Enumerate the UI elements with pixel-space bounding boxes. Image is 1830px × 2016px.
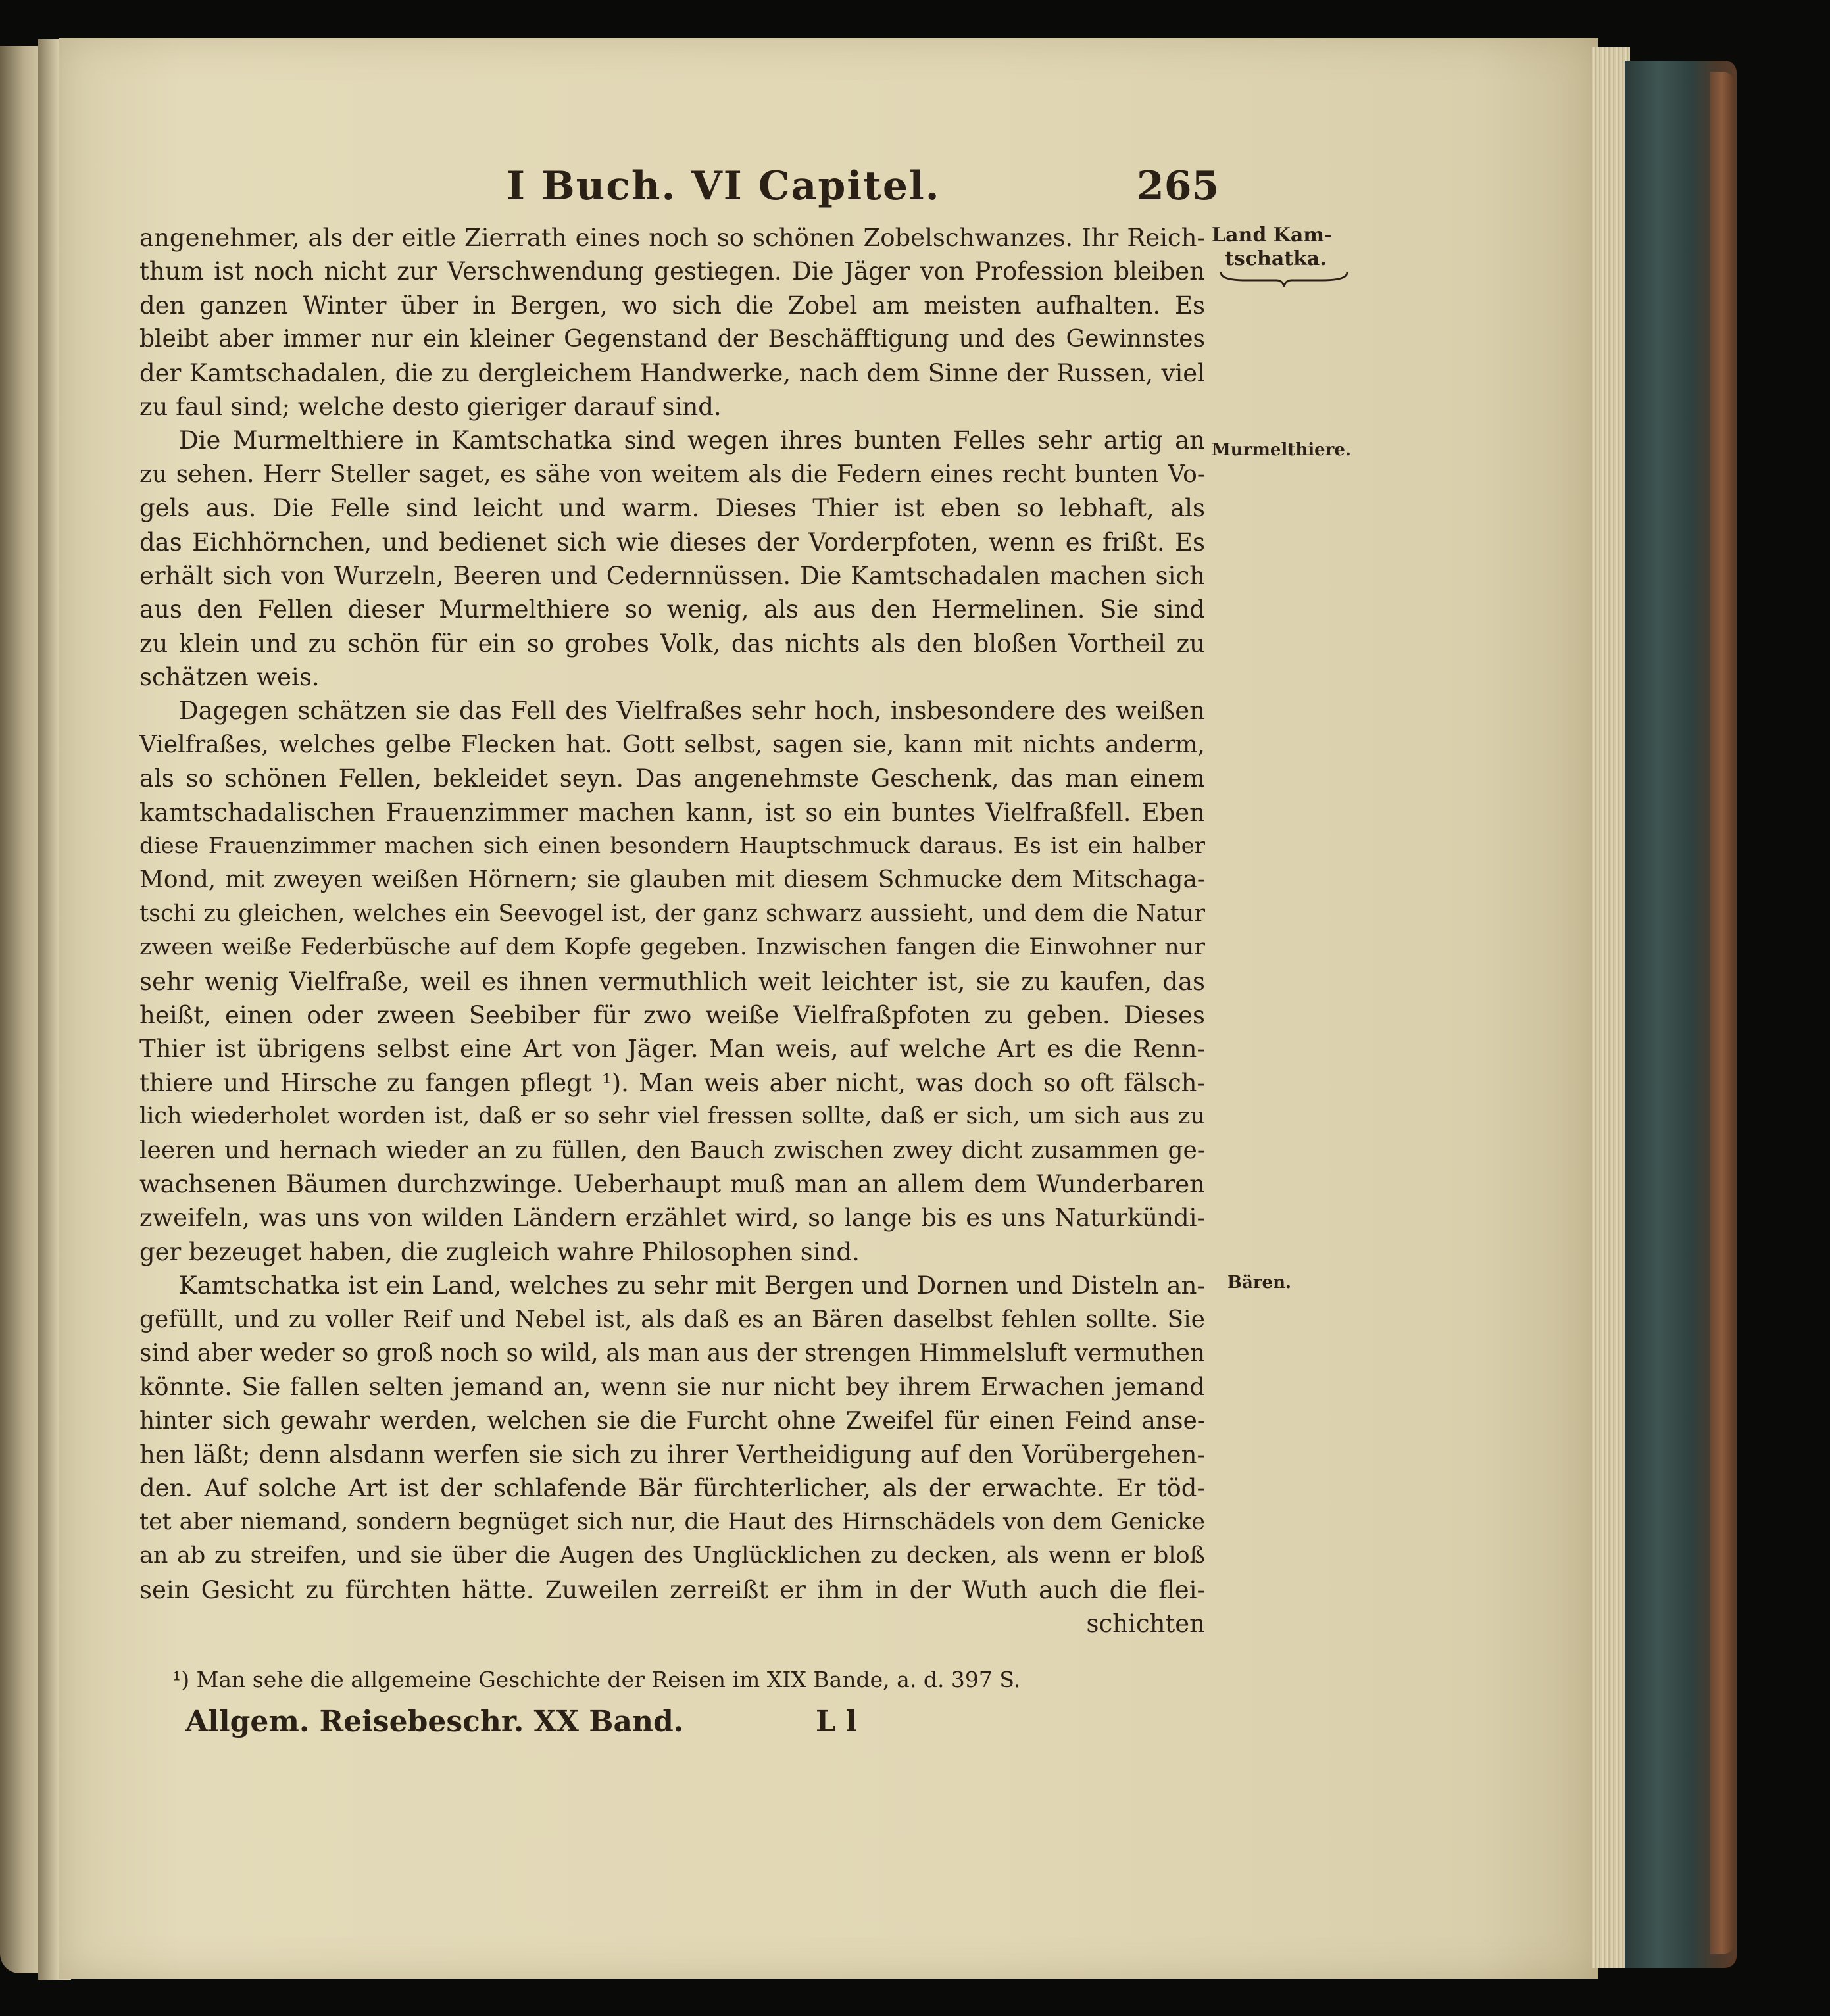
page-number: 265	[1137, 163, 1220, 209]
text-line: lich wiederholet worden ist, daß er so sehr viel fressen sollte, daß er sich, um sich aus zu	[139, 1103, 1205, 1130]
text-line: zween weiße Federbüsche auf dem Kopfe gegeben. Inzwischen fangen die Einwohner nur	[139, 934, 1205, 961]
text-line: Mond, mit zweyen weißen Hörnern; sie glauben mit diesem Schmucke dem Mitschaga-	[139, 866, 1205, 894]
catchword: schichten	[1086, 1610, 1205, 1638]
text-line: als so schönen Fellen, bekleidet seyn. Das angenehmste Geschenk, das man einem	[139, 764, 1205, 793]
text-line: Thier ist übrigens selbst eine Art von Jäger. Man weis, auf welche Art es die Renn-	[139, 1035, 1205, 1064]
running-head: I Buch. VI Capitel.	[507, 163, 941, 209]
marginal-note-murmelthiere: Murmelthiere.	[1212, 440, 1351, 460]
text-line: wachsenen Bäumen durchzwinge. Ueberhaupt muß man an allem dem Wunderbaren	[139, 1169, 1205, 1198]
text-line: gefüllt, und zu voller Reif und Nebel ist, als daß es an Bären daselbst fehlen sollte. Sie	[139, 1306, 1205, 1333]
text-line: könnte. Sie fallen selten jemand an, wenn sie nur nicht bey ihrem Erwachen jemand	[139, 1373, 1205, 1402]
text-line: Vielfraßes, welches gelbe Flecken hat. Gott selbst, sagen sie, kann mit nichts anderm,	[139, 731, 1205, 758]
text-line: thiere und Hirsche zu fangen pflegt ¹). Man weis aber nicht, was doch so oft fälsch-	[139, 1068, 1205, 1097]
text-line: tet aber niemand, sondern begnüget sich nur, die Haut des Hirnschädels von dem Genicke	[139, 1508, 1205, 1535]
text-line: zu faul sind; welche desto gieriger darauf sind.	[139, 392, 722, 421]
text-line: hen läßt; denn alsdann werfen sie sich zu ihrer Vertheidigung auf den Vorübergehen-	[139, 1440, 1205, 1469]
marginal-note-land-kamtschatka	[1212, 224, 1348, 288]
text-line: erhält sich von Wurzeln, Beeren und Cedernnüssen. Die Kamtschadalen machen sich	[139, 561, 1205, 590]
brace-icon	[1220, 271, 1348, 288]
text-line: Dagegen schätzen sie das Fell des Vielfraßes sehr hoch, insbesondere des weißen	[179, 697, 1205, 725]
text-line: zu klein und zu schön für ein so grobes Volk, das nichts als den bloßen Vortheil zu	[139, 629, 1205, 658]
marginal-note-line: tschatka.	[1225, 247, 1327, 270]
text-line: heißt, einen oder zween Seebiber für zwo weiße Vielfraßpfoten zu geben. Dieses	[139, 1000, 1205, 1029]
text-line: zu sehen. Herr Steller saget, es sähe von weitem als die Federn eines recht bunten Vo-	[139, 460, 1205, 488]
text-line: schätzen weis.	[139, 663, 320, 692]
left-page-edge	[0, 46, 43, 1973]
signature-line: Allgem. Reisebeschr. XX Band.	[185, 1705, 684, 1738]
text-line: an ab zu streifen, und sie über die Augen des Unglücklichen zu decken, als wenn er bloß	[139, 1542, 1205, 1569]
text-line: das Eichhörnchen, und bedienet sich wie dieses der Vorderpfoten, wenn es frißt. Es	[139, 528, 1205, 556]
text-line: der Kamtschadalen, die zu dergleichem Handwerke, nach dem Sinne der Russen, viel	[139, 358, 1205, 387]
text-line: diese Frauenzimmer machen sich einen besondern Hauptschmuck daraus. Es ist ein halber	[139, 833, 1205, 860]
marginal-note-baeren: Bären.	[1227, 1273, 1292, 1292]
text-line: zweifeln, was uns von wilden Ländern erzählet wird, so lange bis es uns Naturkündi-	[139, 1204, 1205, 1233]
text-line: thum ist noch nicht zur Verschwendung gestiegen. Die Jäger von Profession bleiben	[139, 257, 1205, 286]
text-line: sind aber weder so groß noch so wild, als man aus der strengen Himmelsluft vermuthen	[139, 1339, 1205, 1367]
text-line: sehr wenig Vielfraße, weil es ihnen vermuthlich weit leichter ist, sie zu kaufen, das	[139, 967, 1205, 996]
text-line: Kamtschatka ist ein Land, welches zu sehr mit Bergen und Dornen und Disteln an-	[179, 1271, 1205, 1300]
page-header	[0, 163, 1830, 216]
body-text	[139, 221, 1205, 1640]
text-line: sein Gesicht zu fürchten hätte. Zuweilen zerreißt er ihm in der Wuth auch die flei-	[139, 1575, 1205, 1604]
text-line: tschi zu gleichen, welches ein Seevogel ist, der ganz schwarz aussieht, und dem die Natur	[139, 900, 1205, 927]
text-line: ger bezeuget haben, die zugleich wahre Philosophen sind.	[139, 1237, 860, 1266]
text-line: leeren und hernach wieder an zu füllen, den Bauch zwischen zwey dicht zusammen ge-	[139, 1137, 1205, 1164]
text-line: Die Murmelthiere in Kamtschatka sind wegen ihres bunten Felles sehr artig an	[179, 426, 1205, 455]
text-line: den ganzen Winter über in Bergen, wo sich die Zobel am meisten aufhalten. Es	[139, 291, 1205, 320]
text-line: aus den Fellen dieser Murmelthiere so wenig, als aus den Hermelinen. Sie sind	[139, 595, 1205, 624]
text-line: bleibt aber immer nur ein kleiner Gegenstand der Beschäfftigung und des Gewinnstes	[139, 326, 1205, 353]
text-line: kamtschadalischen Frauenzimmer machen kann, ist so ein buntes Vielfraßfell. Eben	[139, 798, 1205, 827]
text-line: angenehmer, als der eitle Zierrath eines noch so schönen Zobelschwanzes. Ihr Reich-	[139, 224, 1205, 252]
text-line: gels aus. Die Felle sind leicht und warm. Dieses Thier ist eben so lebhaft, als	[139, 494, 1205, 523]
footnote: ¹) Man sehe die allgemeine Geschichte der Reisen im XIX Bande, a. d. 397 S.	[172, 1667, 1021, 1692]
text-line: hinter sich gewahr werden, welchen sie die Furcht ohne Zweifel für einen Feind anse-	[139, 1407, 1205, 1435]
text-line: den. Auf solche Art ist der schlafende Bär fürchterlicher, als der erwachte. Er töd-	[139, 1474, 1205, 1503]
sheet-signature-mark: L l	[816, 1705, 857, 1738]
marginal-note-line: Land Kam-	[1212, 224, 1333, 247]
cover-edge	[1710, 72, 1734, 1954]
